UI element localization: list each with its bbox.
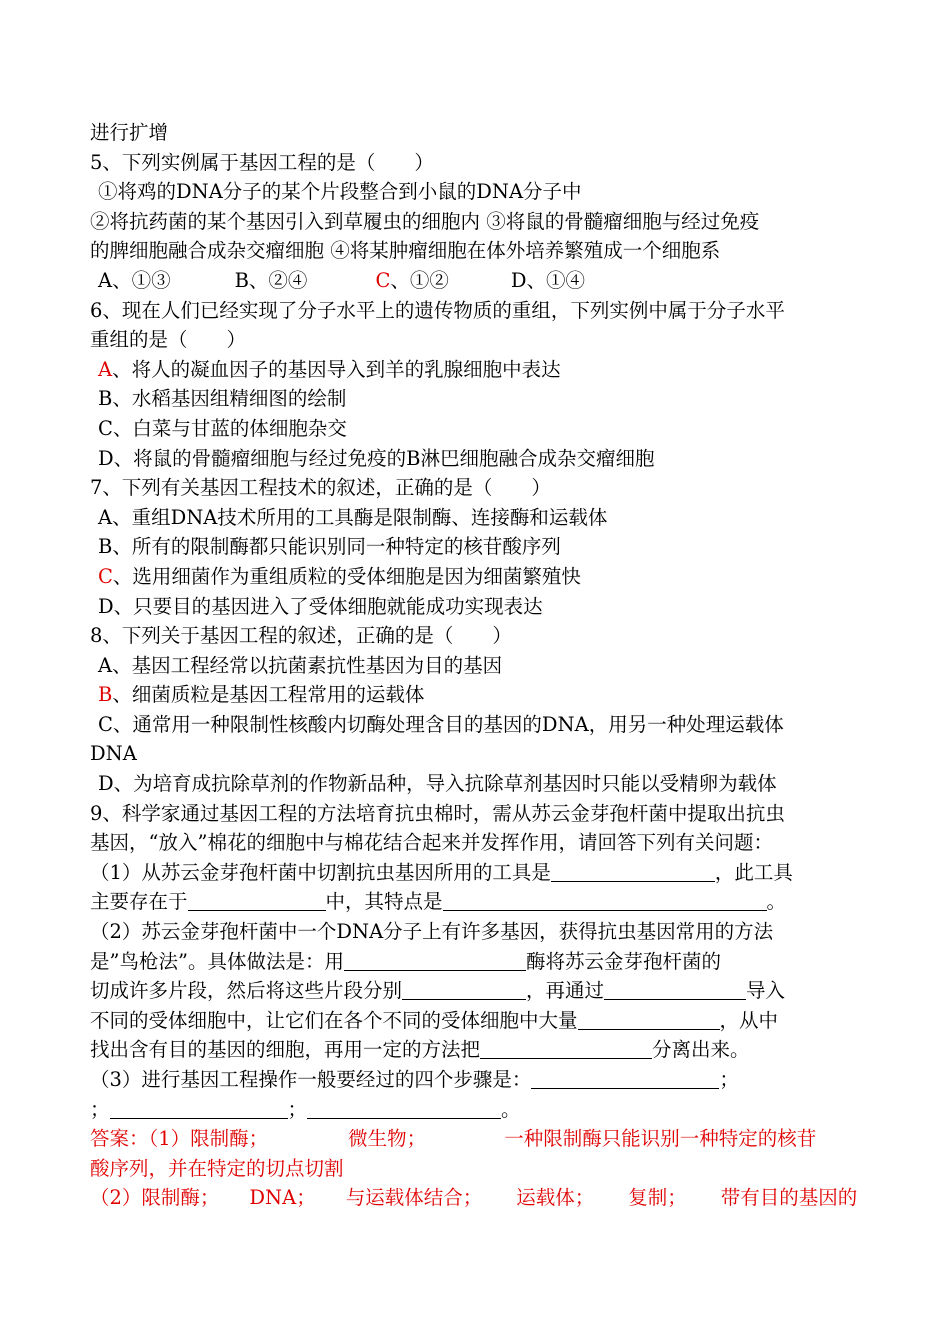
q7-option-b: B、所有的限制酶都只能识别同一种特定的核苷酸序列 — [98, 535, 561, 559]
answer-blank[interactable] — [110, 1098, 288, 1119]
q9-p2-text-b: 是”鸟枪法”。具体做法是：用 — [90, 949, 344, 973]
answer-2d: 运载体； — [516, 1186, 595, 1210]
q9-p1-text-a: （1）从苏云金芽孢杆菌中切割抗虫基因所用的工具是 — [90, 860, 551, 884]
q8-option-c-line-2: DNA — [90, 742, 137, 766]
answer-1a: 答案：（1）限制酶； — [90, 1127, 269, 1151]
answer-blank[interactable] — [578, 1009, 720, 1030]
q6-option-b: B、水稻基因组精细图的绘制 — [98, 387, 347, 411]
q5-line-3: 的脾细胞融合成杂交瘤细胞 ④将某肿瘤细胞在体外培养繁殖成一个细胞系 — [90, 239, 721, 263]
q9-p2-text-h: ，从中 — [719, 1008, 779, 1032]
answer-2a: （2）限制酶； — [90, 1186, 220, 1210]
q9-p1-text-b: ，此工具 — [714, 860, 793, 884]
q8-option-c-line-1: C、通常用一种限制性核酸内切酶处理含目的基因的DNA，用另一种处理运载体 — [98, 712, 784, 736]
document-page — [90, 118, 870, 1213]
q7-option-c-text: 、选用细菌作为重组质粒的受体细胞是因为细菌繁殖快 — [112, 564, 581, 588]
answer-1b: 微生物； — [348, 1127, 427, 1151]
q5-line-1: ①将鸡的DNA分子的某个片段整合到小鼠的DNA分子中 — [98, 180, 582, 204]
answer-2b: DNA； — [249, 1186, 316, 1210]
q8-stem: 8、下列关于基因工程的叙述，正确的是（ ） — [90, 624, 512, 648]
q9-part-3-line-1 — [90, 1065, 870, 1095]
q9-part-1-line-1 — [90, 858, 870, 888]
q9-p3-text-d: ； — [287, 1097, 308, 1121]
q8-option-b-text: 、细菌质粒是基因工程常用的运载体 — [112, 683, 425, 707]
answer-2f: 带有目的基因的 — [720, 1186, 858, 1210]
q8-option-d: D、为培育成抗除草剂的作物新品种，导入抗除草剂基因时只能以受精卵为载体 — [98, 772, 777, 796]
continuation-line: 进行扩增 — [90, 121, 169, 144]
q6-option-a-text: 、将人的凝血因子的基因导入到羊的乳腺细胞中表达 — [112, 357, 561, 381]
q9-part-2-line-3 — [90, 976, 870, 1006]
q6-option-d: D、将鼠的骨髓瘤细胞与经过免疫的B淋巴细胞融合成杂交瘤细胞 — [98, 446, 655, 470]
q7-option-a: A、重组DNA技术所用的工具酶是限制酶、连接酶和运载体 — [98, 505, 608, 529]
q9-p1-text-d: 中，其特点是 — [325, 890, 443, 914]
q5-line-2: ②将抗药菌的某个基因引入到草履虫的细胞内 ③将鼠的骨髓瘤细胞与经过免疫 — [90, 209, 760, 233]
q9-part-2-line-1: （2）苏云金芽孢杆菌中一个DNA分子上有许多基因，获得抗虫基因常用的方法 — [90, 920, 774, 944]
q9-p2-text-e: ，再通过 — [526, 979, 605, 1003]
answer-line-2: 酸序列，并在特定的切点切割 — [90, 1156, 344, 1180]
answer-blank[interactable] — [344, 950, 526, 971]
answer-blank[interactable] — [551, 861, 715, 882]
q9-p1-text-e: 。 — [766, 890, 787, 914]
answer-blank[interactable] — [307, 1098, 501, 1119]
answer-blank[interactable] — [604, 979, 746, 1000]
answer-1c: 一种限制酶只能识别一种特定的核苷 — [504, 1127, 817, 1151]
answer-key — [90, 1124, 870, 1213]
question-6 — [90, 296, 870, 474]
answer-blank[interactable] — [531, 1068, 719, 1089]
answer-line-1 — [90, 1124, 870, 1154]
q9-part-2-line-2 — [90, 947, 870, 977]
q5-option-b: B、②④ — [234, 268, 308, 292]
answer-blank[interactable] — [402, 979, 526, 1000]
q8-option-a: A、基因工程经常以抗菌素抗性基因为目的基因 — [98, 653, 503, 677]
q9-stem-1: 9、科学家通过基因工程的方法培育抗虫棉时，需从苏云金芽孢杆菌中提取出抗虫 — [90, 801, 785, 825]
q9-part-2-line-4 — [90, 1006, 870, 1036]
question-8 — [90, 621, 870, 799]
answer-2e: 复制； — [628, 1186, 687, 1210]
question-9 — [90, 799, 870, 1125]
q6-option-a — [90, 355, 870, 385]
q9-p2-text-d: 切成许多片段，然后将这些片段分别 — [90, 979, 403, 1003]
q9-p3-text-a: （3）进行基因工程操作一般要经过的四个步骤是： — [90, 1068, 532, 1091]
q6-option-a-letter: A — [98, 357, 113, 381]
q9-p3-text-c: ； — [90, 1097, 110, 1121]
q9-p1-text-c: 主要存在于 — [90, 890, 188, 914]
q9-part-3-line-2 — [90, 1095, 870, 1125]
q9-stem-2: 基因，“放入”棉花的细胞中与棉花结合起来并发挥作用，请回答下列有关问题： — [90, 831, 773, 855]
q9-p2-text-c: 酶将苏云金芽孢杆菌的 — [525, 949, 721, 973]
q5-options — [90, 266, 870, 296]
q6-stem-1: 6、现在人们已经实现了分子水平上的遗传物质的重组，下列实例中属于分子水平 — [90, 298, 785, 322]
q5-option-c-letter: C — [375, 268, 391, 292]
question-7 — [90, 473, 870, 621]
q9-p2-text-i: 找出含有目的基因的细胞，再用一定的方法把 — [90, 1038, 481, 1062]
q7-option-c-letter: C — [98, 564, 113, 588]
question-5 — [90, 148, 870, 296]
q9-part-2-line-5 — [90, 1035, 870, 1065]
q5-option-a: A、①③ — [98, 268, 171, 292]
q7-stem: 7、下列有关基因工程技术的叙述，正确的是（ ） — [90, 476, 551, 500]
q9-part-1-line-2 — [90, 887, 870, 917]
q7-option-c — [90, 562, 870, 592]
answer-blank[interactable] — [443, 890, 767, 911]
q9-p3-text-e: 。 — [501, 1097, 521, 1121]
q9-p2-text-j: 分离出来。 — [652, 1038, 750, 1062]
answer-blank[interactable] — [188, 890, 326, 911]
q9-p2-text-g: 不同的受体细胞中，让它们在各个不同的受体细胞中大量 — [90, 1008, 578, 1032]
answer-2c: 与运载体结合； — [345, 1186, 483, 1210]
q5-option-d: D、①④ — [510, 268, 586, 292]
answer-line-3 — [90, 1183, 870, 1213]
q8-option-b — [90, 680, 870, 710]
q7-option-d: D、只要目的基因进入了受体细胞就能成功实现表达 — [98, 594, 543, 618]
q5-option-c: 、①② — [390, 268, 449, 292]
q6-option-c: C、白菜与甘蓝的体细胞杂交 — [98, 416, 347, 440]
q9-p2-text-f: 导入 — [746, 979, 786, 1003]
q8-option-b-letter: B — [98, 683, 113, 707]
q9-p3-text-b: ； — [719, 1068, 739, 1091]
answer-blank[interactable] — [480, 1038, 652, 1059]
q5-stem: 5、下列实例属于基因工程的是（ ） — [90, 150, 434, 174]
q6-stem-2: 重组的是（ ） — [90, 328, 247, 352]
